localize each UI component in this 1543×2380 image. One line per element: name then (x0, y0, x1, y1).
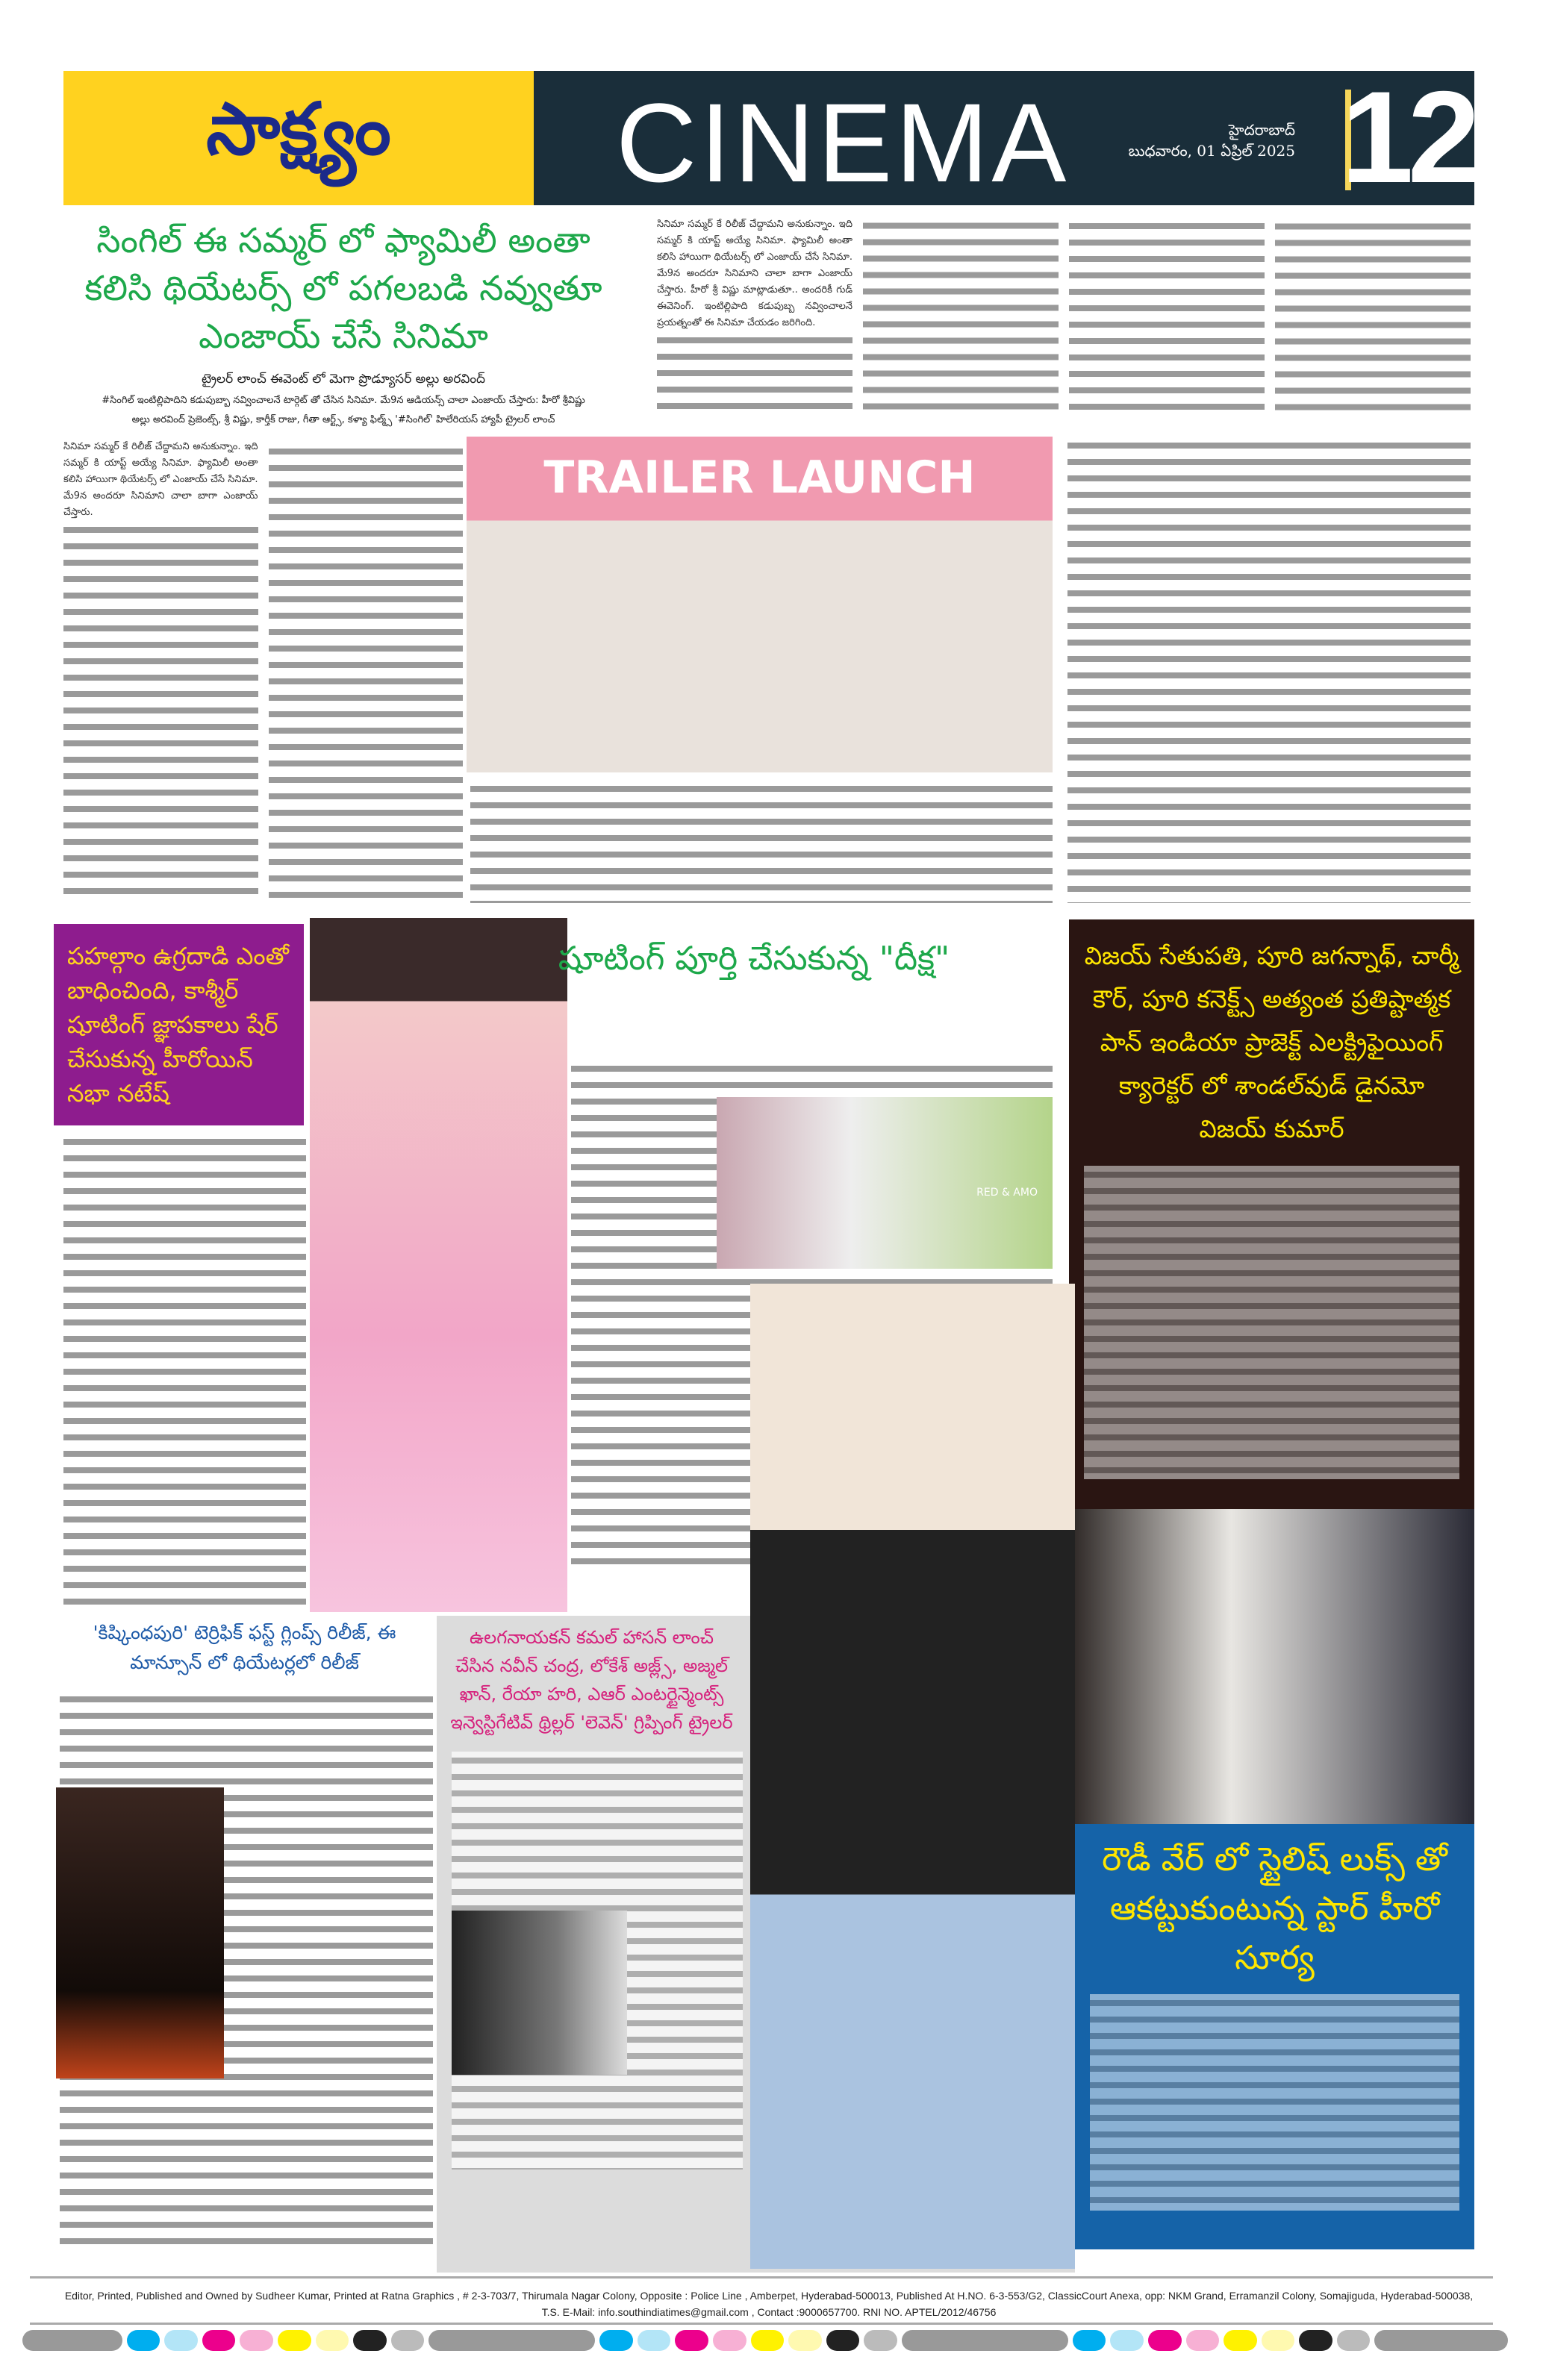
banner-text: TRAILER LAUNCH (543, 452, 976, 504)
kishkindhapuri-poster (56, 1787, 224, 2078)
eleven-poster (452, 1911, 627, 2075)
lead-body-right (657, 216, 1471, 433)
subhead: #సింగిల్ ఇంటిల్లిపాదిని కడుపుబ్బా నవ్వించాలనే టార్గెట్ తో చేసిన సినిమా. మే9న ఆడియన్స్ చాలా ఎంజాయ్ చేస్తారు: హీరో శ్రీవిష్ణు (102, 395, 585, 406)
page-number: 12 (1341, 65, 1474, 210)
lead-body-left (63, 439, 463, 903)
vijay-headline: విజయ్ సేతుపతి, పూరి జగన్నాథ్, చార్మీ కౌర్, పూరి కనెక్ట్స్ అత్యంత ప్రతిష్టాత్మక పాన్ ఇండియా ప్రాజెక్ట్ ఎలక్ట్రిఫైయింగ్ క్యారెక్టర్ లో శాండల్‌వుడ్ డైనమో విజయ్ కుమార్ (1084, 941, 1459, 1143)
deeksha-photo (717, 1097, 1053, 1269)
subhead: అల్లు అరవింద్ ప్రెజెంట్స్, శ్రీ విష్ణు, కార్తీక్ రాజు, గీతా ఆర్ట్స్, కళ్యా ఫిల్మ్స్ '#సింగిల్' హిలేరియస్ హ్యాపీ ట్రైలర్ లాంచ్ (131, 414, 555, 425)
divider (30, 2323, 1493, 2325)
lead-body-col (1067, 437, 1471, 903)
trailer-launch-photo (467, 437, 1053, 772)
date: బుధవారం, 01 ఏప్రిల్ 2025 (1128, 142, 1295, 160)
surya-photo (750, 1284, 1075, 2269)
imprint-line: Editor, Printed, Published and Owned by Sudheer Kumar, Printed at Ratna Graphics , # 2-3-703/7, Thirumala Nagar Colony, Opposite : Police Line , Amberpet, Hyderabad-500013, Published At H.NO. 6-3-553/G2, ClassicCourt Anexa, opp: NKM Grand, Erramanzil Colony, Somajiguda, Hyderabad-500038, (64, 2290, 1474, 2302)
lead-subheads (60, 367, 627, 430)
vijay-photo (1069, 1509, 1474, 1824)
section-title: CINEMA (616, 80, 1070, 205)
nabha-headline: పహల్గాం ఉగ్రదాడి ఎంతో బాధించింది, కాశ్మీర్ షూటింగ్ జ్ఞాపకాలు షేర్ చేసుకున్న హీరోయిన్ నభా నటేష్ (67, 942, 289, 1108)
kishkindhapuri-headline: 'కిష్కింధపురి' టెర్రిఫిక్ ఫస్ట్ గ్లింప్స్ రిలీజ్, ఈ మాన్సూన్ లో థియేటర్లలో రిలీజ్ (93, 1622, 396, 1673)
nabha-article (54, 924, 310, 1605)
surya-box (1075, 1824, 1474, 2249)
contact-line: T.S. E-Mail: info.southindiatimes@gmail.com , Contact :9000657700. RNI NO. APTEL/2012/46756 (541, 2306, 997, 2318)
masthead-bar (534, 65, 1474, 210)
nabha-body (63, 1133, 306, 1605)
eleven-headline: ఉలగనాయకన్ కమల్ హాసన్ లాంచ్ చేసిన నవీన్ చంద్ర, లోకేశ్ అజ్ల్స్, అజ్మల్ ఖాన్, రేయా హరి, ఎఆర్ ఎంటర్టైన్మెంట్స్ ఇన్వెస్టిగేటివ్ థ్రిల్లర్ 'లెవెన్' గ్రిప్పింగ్ ట్రైలర్ (450, 1627, 733, 1733)
paragraph: సినిమా సమ్మర్ కే రిలీజ్ చేద్దామని అనుకున్నాం. ఇది సమ్మర్ కి యాప్ట్ అయ్యే సినిమా. ఫ్యామిలీ అంతా కలిసి హాయిగా థియేటర్స్ లో ఎంజాయ్ చేసే సినిమా. మే9న అందరూ సినిమాని చాలా బాగా ఎంజాయ్ చేస్తారు. (63, 441, 258, 518)
paragraph: సినిమా సమ్మర్ కే రిలీజ్ చేద్దామని అనుకున్నాం. ఇది సమ్మర్ కి యాప్ట్ అయ్యే సినిమా. ఫ్యామిలీ అంతా కలిసి హాయిగా థియేటర్స్ లో ఎంజాయ్ చేసే సినిమా. మే9న అందరూ సినిమాని చాలా బాగా ఎంజాయ్ చేస్తారు. (657, 219, 852, 296)
print-color-bar (22, 2330, 1508, 2351)
nabha-headline-box (54, 924, 304, 1125)
lead-headline: సింగిల్ ఈ సమ్మర్ లో ఫ్యామిలీ అంతా కలిసి థియేటర్స్ లో పగలబడి నవ్వుతూ ఎంజాయ్ చేసే సినిమా (84, 220, 602, 356)
divider (30, 2276, 1493, 2279)
city: హైదరాబాద్ (1228, 121, 1295, 139)
newspaper-logo: సాక్ష్యం (63, 71, 534, 205)
subhead: ట్రైలర్ లాంచ్ ఈవెంట్ లో మెగా ప్రొడ్యూసర్ అల్లు అరవింద్ (201, 372, 486, 387)
paragraph: హీరో శ్రీ విష్ణు మాట్లాడుతూ.. అందరికీ గుడ్ ఈవెనింగ్. ఇంటిల్లిపాది కడుపుబ్బ నవ్వించాలనే ప్రయత్నంతో ఈ సినిమా చేయడం జరిగింది. (657, 284, 852, 328)
deeksha-headline: షూటింగ్ పూర్తి చేసుకున్న "దీక్ష" (558, 940, 950, 978)
nabha-photo (310, 918, 567, 1612)
lead-body-bottom (470, 780, 1053, 903)
surya-headline: రౌడీ వేర్ లో స్టైలిష్ లుక్స్ తో ఆకట్టుకుంటున్న స్టార్ హీరో సూర్య (1102, 1840, 1447, 1977)
shirt-text: RED & AMO (976, 1187, 1038, 1199)
vijay-box (1069, 919, 1474, 1509)
dateline (1129, 119, 1295, 161)
imprint (30, 2287, 1508, 2320)
